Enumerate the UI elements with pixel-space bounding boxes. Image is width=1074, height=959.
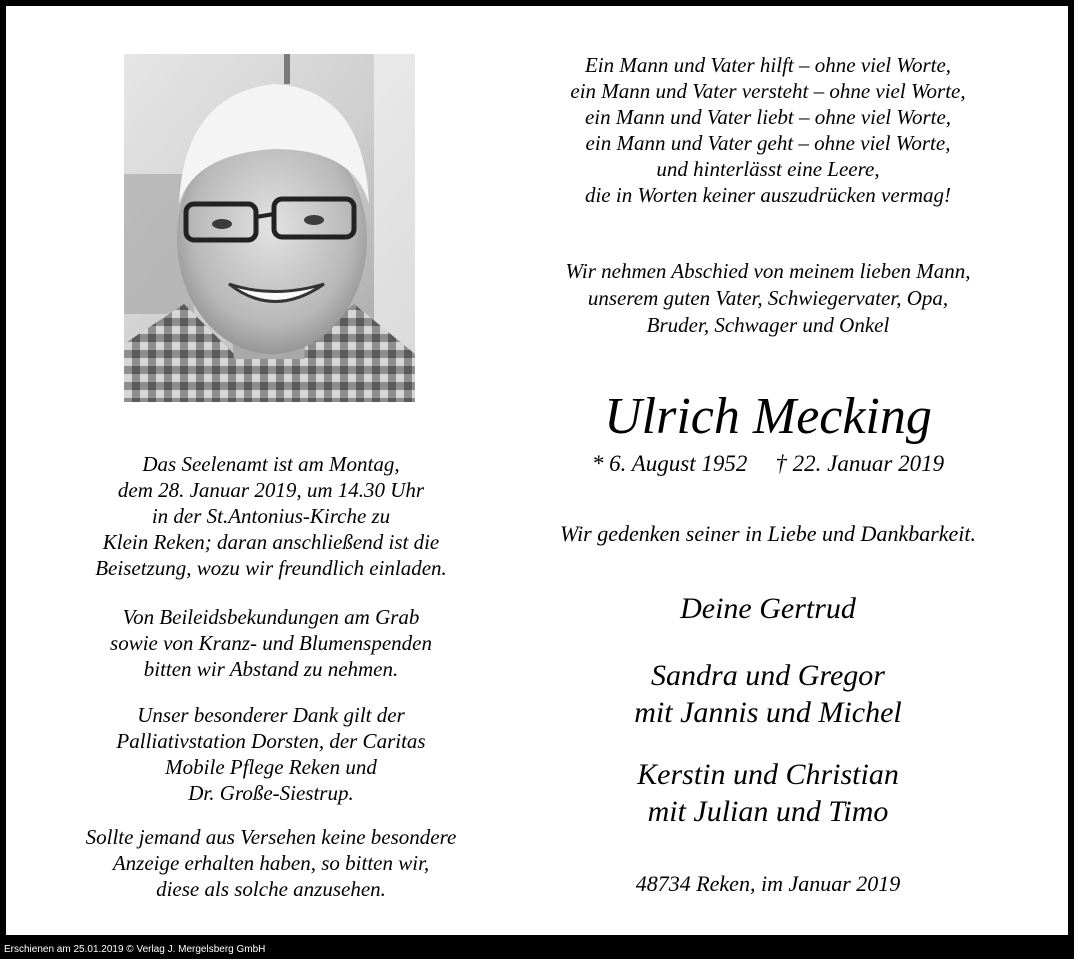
service-line: in der St.Antonius-Kirche zu: [151, 504, 391, 528]
poem-line: ein Mann und Vater geht – ohne viel Worte,: [585, 131, 951, 155]
poem-line: ein Mann und Vater liebt – ohne viel Worte,: [584, 105, 952, 129]
portrait-photo: [124, 54, 415, 402]
commemoration-text: Wir gedenken seiner in Liebe und Dankbarkeit.: [559, 521, 977, 546]
family-group-daughter: [511, 657, 1025, 731]
obituary-notice: [6, 6, 1068, 935]
thanks-info: [46, 702, 496, 806]
publication-footer: Erschienen am 25.01.2019 © Verlag J. Mergelsberg GmbH: [4, 944, 266, 955]
poem-line: die in Worten keiner auszudrücken vermag!: [584, 183, 952, 207]
farewell-text: [511, 258, 1025, 339]
service-line: Klein Reken; daran anschließend ist die: [102, 530, 440, 554]
farewell-line: Wir nehmen Abschied von meinem lieben Mann,: [565, 259, 971, 283]
family-line: mit Jannis und Michel: [634, 696, 902, 729]
condolences-line: Von Beileidsbekundungen am Grab: [122, 605, 420, 629]
notice-info: [46, 824, 496, 902]
thanks-line: Dr. Große-Siestrup.: [188, 781, 354, 805]
family-group-son: [511, 756, 1025, 830]
notice-line: Anzeige erhalten haben, so bitten wir,: [112, 851, 430, 875]
family-line: mit Julian und Timo: [647, 795, 889, 828]
condolences-info: [46, 604, 496, 682]
place-and-date: 48734 Reken, im Januar 2019: [635, 871, 901, 896]
death-date: † 22. Januar 2019: [775, 451, 945, 476]
family-group-spouse: [511, 590, 1025, 627]
condolences-line: sowie von Kranz- und Blumenspenden: [110, 631, 432, 655]
portrait-image: [124, 54, 415, 402]
poem: [511, 52, 1025, 208]
poem-line: Ein Mann und Vater hilft – ohne viel Worte,: [584, 53, 952, 77]
family-line: Kerstin und Christian: [637, 758, 899, 791]
farewell-line: unserem guten Vater, Schwiegervater, Opa,: [587, 286, 949, 310]
notice-line: diese als solche anzusehen.: [156, 877, 386, 901]
family-line: Sandra und Gregor: [651, 659, 885, 692]
thanks-line: Mobile Pflege Reken und: [165, 755, 377, 779]
service-line: Beisetzung, wozu wir freundlich einladen.: [95, 556, 447, 580]
thanks-line: Palliativstation Dorsten, der Caritas: [116, 729, 426, 753]
deceased-name: Ulrich Mecking: [604, 388, 932, 445]
thanks-line: Unser besonderer Dank gilt der: [137, 703, 405, 727]
birth-date: * 6. August 1952: [591, 451, 748, 476]
poem-line: und hinterlässt eine Leere,: [656, 157, 880, 181]
notice-line: Sollte jemand aus Versehen keine besondere: [85, 825, 457, 849]
service-line: Das Seelenamt ist am Montag,: [142, 452, 400, 476]
service-line: dem 28. Januar 2019, um 14.30 Uhr: [117, 478, 425, 502]
funeral-service-info: [46, 451, 496, 581]
farewell-line: Bruder, Schwager und Onkel: [646, 313, 890, 337]
condolences-line: bitten wir Abstand zu nehmen.: [143, 657, 399, 681]
life-dates: [511, 450, 1025, 478]
poem-line: ein Mann und Vater versteht – ohne viel Worte,: [570, 79, 966, 103]
family-line: Deine Gertrud: [680, 592, 856, 625]
